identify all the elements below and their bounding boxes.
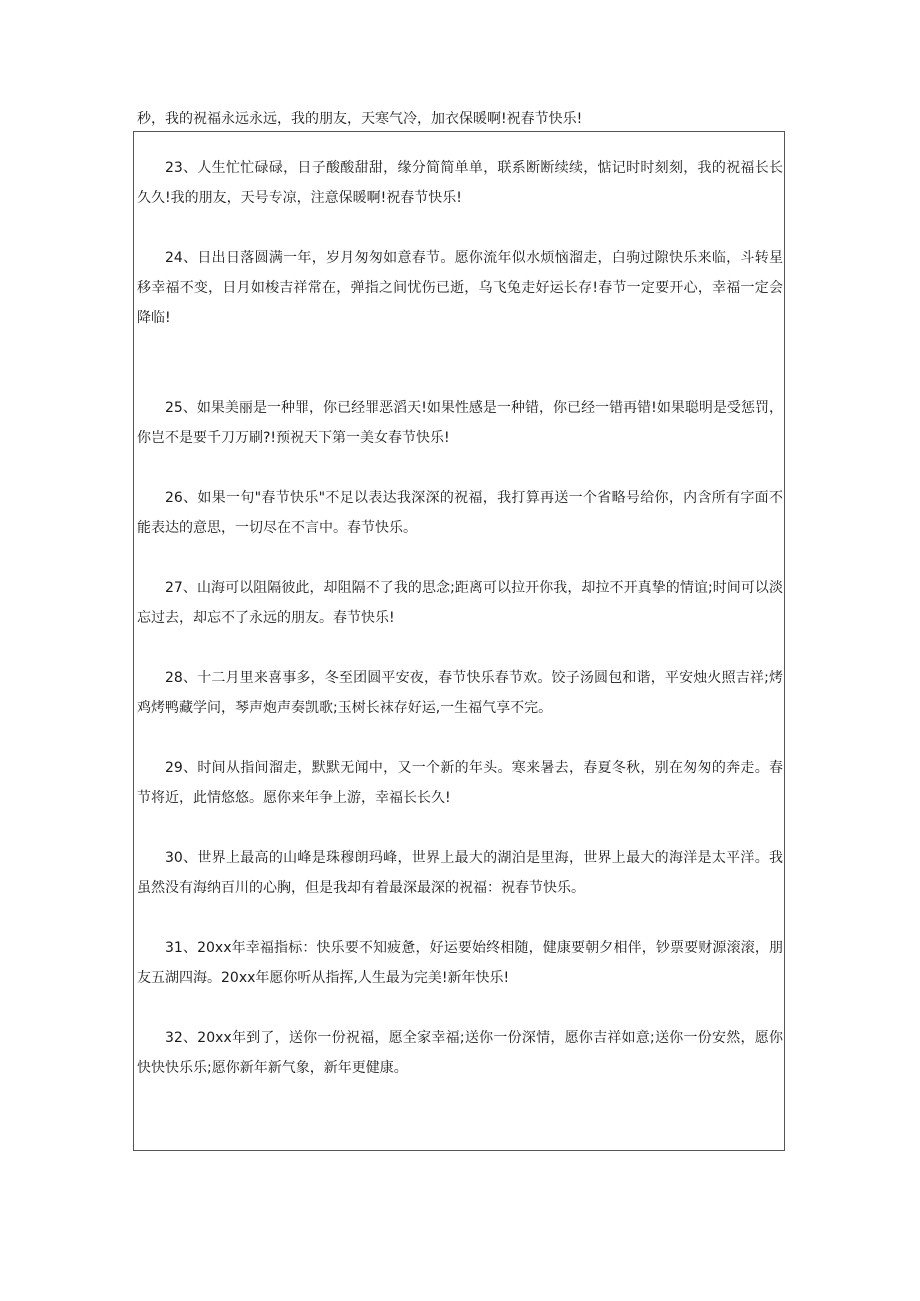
paragraph-26: 26、如果一句"春节快乐"不足以表达我深深的祝福，我打算再送一个省略号给你，内含所有字面不能表达的意思，一切尽在不言中。春节快乐。 — [137, 490, 783, 536]
text-frame — [133, 131, 785, 1151]
paragraph-25: 25、如果美丽是一种罪，你已经罪恶滔天!如果性感是一种错，你已经一错再错!如果聪明是受惩罚，你岂不是要千刀万刷?!预祝天下第一美女春节快乐! — [137, 400, 783, 446]
paragraph-24: 24、日出日落圆满一年，岁月匆匆如意春节。愿你流年似水烦恼溜走，白驹过隙快乐来临，斗转星移幸福不变，日月如梭吉祥常在，弹指之间忧伤已逝，乌飞兔走好运长存!春节一定要开心，幸福一定会降临! — [137, 250, 783, 326]
paragraph-29: 29、时间从指间溜走，默默无闻中，又一个新的年头。寒来暑去，春夏冬秋，别在匆匆的奔走。春节将近，此情悠悠。愿你来年争上游，幸福长长久! — [137, 760, 783, 806]
paragraph-31: 31、20xx年幸福指标：快乐要不知疲惫，好运要始终相随，健康要朝夕相伴，钞票要财源滚滚，朋友五湖四海。20xx年愿你听从指挥,人生最为完美!新年快乐! — [137, 940, 783, 986]
paragraph-28: 28、十二月里来喜事多，冬至团圆平安夜，春节快乐春节欢。饺子汤圆包和谐，平安烛火照吉祥;烤鸡烤鸭藏学问，琴声炮声奏凯歌;玉树长袜存好运,一生福气享不完。 — [137, 670, 783, 716]
paragraph-27: 27、山海可以阻隔彼此，却阻隔不了我的思念;距离可以拉开你我，却拉不开真挚的情谊;时间可以淡忘过去，却忘不了永远的朋友。春节快乐! — [137, 580, 783, 626]
page-continuation-line: 秒，我的祝福永远永远，我的朋友，天寒气冷，加衣保暖啊!祝春节快乐! — [137, 111, 583, 127]
paragraph-23: 23、人生忙忙碌碌，日子酸酸甜甜，缘分简简单单，联系断断续续，惦记时时刻刻，我的祝福长长久久!我的朋友，天号专凉，注意保暖啊!祝春节快乐! — [137, 160, 783, 206]
paragraph-30: 30、世界上最高的山峰是珠穆朗玛峰，世界上最大的湖泊是里海，世界上最大的海洋是太平洋。我虽然没有海纳百川的心胸，但是我却有着最深最深的祝福：祝春节快乐。 — [137, 850, 783, 896]
paragraph-32: 32、20xx年到了，送你一份祝福，愿全家幸福;送你一份深情，愿你吉祥如意;送你一份安然，愿你快快快乐乐;愿你新年新气象，新年更健康。 — [137, 1030, 783, 1076]
